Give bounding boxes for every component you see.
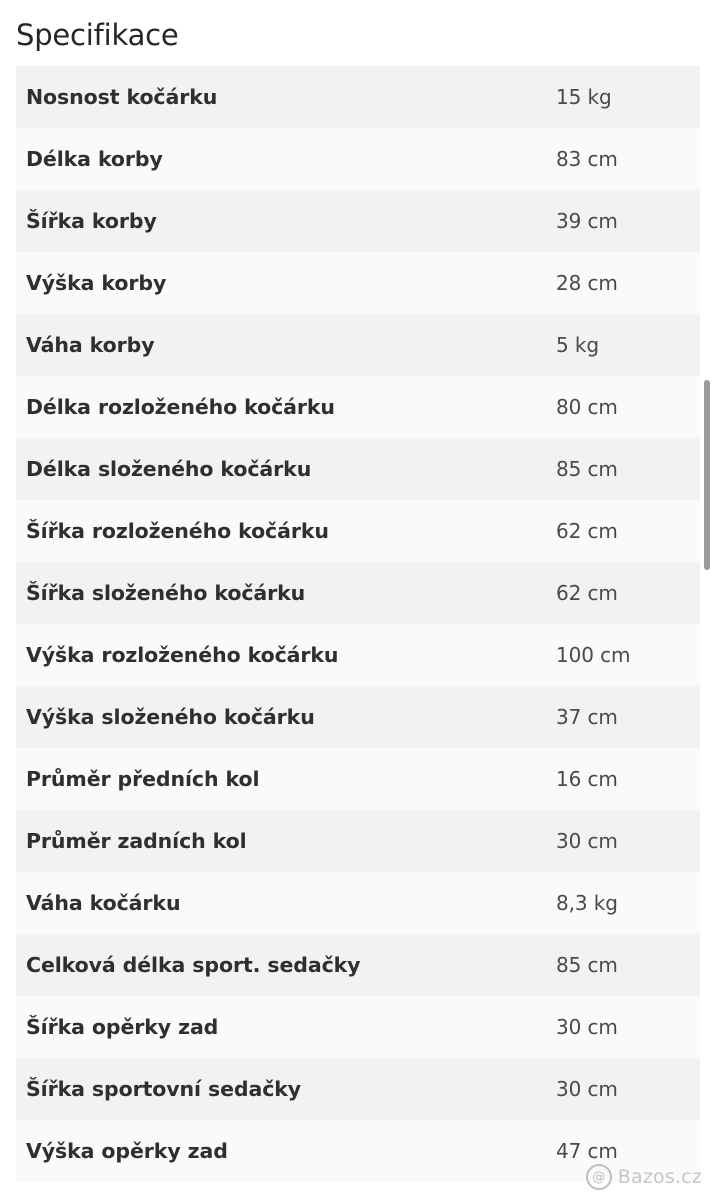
- spec-value: 30 cm: [556, 1015, 618, 1039]
- spec-label: Celková délka sport. sedačky: [26, 953, 361, 977]
- spec-label: Šířka sportovní sedačky: [26, 1077, 302, 1101]
- spec-value: 37 cm: [556, 705, 618, 729]
- spec-label: Délka korby: [26, 147, 163, 171]
- table-row: [16, 810, 700, 872]
- table-row: [16, 686, 700, 748]
- spec-label: Výška rozloženého kočárku: [26, 643, 339, 667]
- spec-label: Šířka opěrky zad: [26, 1015, 219, 1039]
- spec-label: Výška opěrky zad: [26, 1139, 228, 1163]
- spec-label: Váha korby: [26, 333, 155, 357]
- table-row: [16, 500, 700, 562]
- spec-label: Výška korby: [26, 271, 167, 295]
- table-row: [16, 562, 700, 624]
- spec-value: 30 cm: [556, 829, 618, 853]
- watermark-at-icon: @: [586, 1164, 612, 1190]
- spec-value: 15 kg: [556, 85, 612, 109]
- spec-label: Šířka složeného kočárku: [26, 581, 306, 605]
- specification-table: [16, 66, 700, 1182]
- spec-value: 100 cm: [556, 643, 631, 667]
- spec-value: 8,3 kg: [556, 891, 618, 915]
- spec-label: Nosnost kočárku: [26, 85, 218, 109]
- table-row: [16, 934, 700, 996]
- spec-value: 47 cm: [556, 1139, 618, 1163]
- table-row: [16, 128, 700, 190]
- table-row: [16, 252, 700, 314]
- spec-label: Váha kočárku: [26, 891, 181, 915]
- table-row: [16, 376, 700, 438]
- spec-value: 30 cm: [556, 1077, 618, 1101]
- scrollbar-track[interactable]: [707, 0, 713, 1200]
- spec-value: 62 cm: [556, 581, 618, 605]
- page-title: Specifikace: [16, 18, 179, 52]
- table-row: [16, 190, 700, 252]
- spec-value: 5 kg: [556, 333, 599, 357]
- spec-value: 85 cm: [556, 953, 618, 977]
- spec-label: Délka rozloženého kočárku: [26, 395, 335, 419]
- spec-value: 62 cm: [556, 519, 618, 543]
- spec-label: Průměr zadních kol: [26, 829, 247, 853]
- table-row: [16, 1058, 700, 1120]
- spec-label: Průměr předních kol: [26, 767, 260, 791]
- spec-label: Šířka korby: [26, 209, 157, 233]
- table-row: [16, 872, 700, 934]
- spec-value: 16 cm: [556, 767, 618, 791]
- table-row: [16, 624, 700, 686]
- spec-label: Délka složeného kočárku: [26, 457, 312, 481]
- spec-value: 80 cm: [556, 395, 618, 419]
- spec-value: 83 cm: [556, 147, 618, 171]
- table-row: [16, 66, 700, 128]
- watermark: [586, 1164, 702, 1190]
- spec-label: Šířka rozloženého kočárku: [26, 519, 329, 543]
- table-row: [16, 314, 700, 376]
- spec-value: 39 cm: [556, 209, 618, 233]
- spec-value: 85 cm: [556, 457, 618, 481]
- table-row: [16, 748, 700, 810]
- spec-label: Výška složeného kočárku: [26, 705, 315, 729]
- watermark-label: Bazos.cz: [617, 1166, 702, 1188]
- table-row: [16, 438, 700, 500]
- spec-value: 28 cm: [556, 271, 618, 295]
- scrollbar-thumb[interactable]: [704, 380, 710, 570]
- table-row: [16, 996, 700, 1058]
